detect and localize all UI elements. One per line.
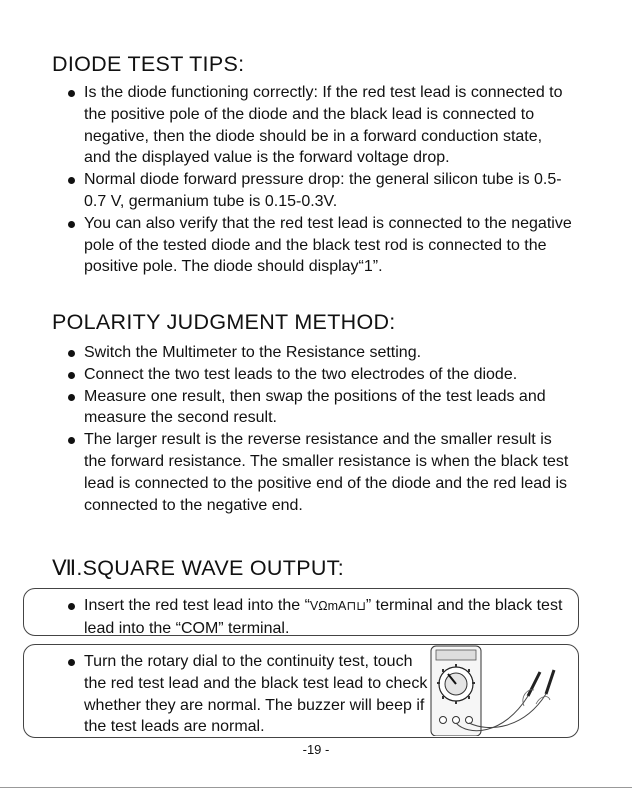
bottom-divider (0, 787, 632, 788)
list-item: Turn the rotary dial to the continuity test, touch the red test lead and the black test lead to check whether they are normal. The buzzer will beep if the test leads are normal. (62, 651, 434, 738)
test-probe-icon (528, 672, 540, 696)
terminal-instruction-box (23, 588, 579, 636)
bullet-icon (68, 90, 75, 97)
list-item: Insert the red test lead into the “VΩmA⊓⊔” terminal and the black test lead into the “COM” terminal. (62, 595, 582, 640)
jack-icon (466, 717, 473, 724)
diode-test-tips-heading: DIODE TEST TIPS: (52, 52, 245, 76)
polarity-steps-list (62, 342, 572, 516)
bullet-icon (68, 659, 75, 666)
list-item: The larger result is the reverse resistance and the smaller result is the forward resistance. The smaller resistance is when the black test lead is connected to the positive end of the diode and the red lead is connected to the negative end. (62, 429, 572, 516)
continuity-instruction-list (62, 651, 434, 738)
bullet-icon (68, 350, 75, 357)
polarity-judgment-heading: POLARITY JUDGMENT METHOD: (52, 310, 396, 334)
page-number: -19 - (302, 742, 330, 757)
multimeter-test-leads-illustration (428, 644, 573, 736)
terminal-symbol: VΩmA⊓⊔ (309, 599, 366, 613)
jack-icon (453, 717, 460, 724)
bullet-icon (68, 394, 75, 401)
list-item: Switch the Multimeter to the Resistance setting. (62, 342, 572, 364)
list-item: Measure one result, then swap the positions of the test leads and measure the second result. (62, 386, 572, 430)
bullet-icon (68, 221, 75, 228)
bullet-icon (68, 372, 75, 379)
square-wave-heading: Ⅶ.SQUARE WAVE OUTPUT: (52, 556, 344, 580)
bullet-icon (68, 437, 75, 444)
bullet-icon (68, 603, 75, 610)
terminal-instruction-list (62, 595, 582, 640)
jack-icon (440, 717, 447, 724)
list-item: Normal diode forward pressure drop: the general silicon tube is 0.5- 0.7 V, germanium tube is 0.15-0.3V. (62, 169, 572, 213)
test-probe-icon (546, 670, 554, 694)
multimeter-display (436, 650, 476, 660)
list-item: Is the diode functioning correctly: If the red test lead is connected to the positive pole of the diode and the black lead is connected to negative, then the diode should be in a forward conduction state, and the displayed value is the forward voltage drop. (62, 82, 572, 169)
diode-tips-list (62, 82, 572, 278)
bullet-icon (68, 177, 75, 184)
list-item: Connect the two test leads to the two electrodes of the diode. (62, 364, 572, 386)
list-item: You can also verify that the red test lead is connected to the negative pole of the tested diode and the black test rod is connected to the positive pole. The diode should display“1”. (62, 213, 572, 278)
